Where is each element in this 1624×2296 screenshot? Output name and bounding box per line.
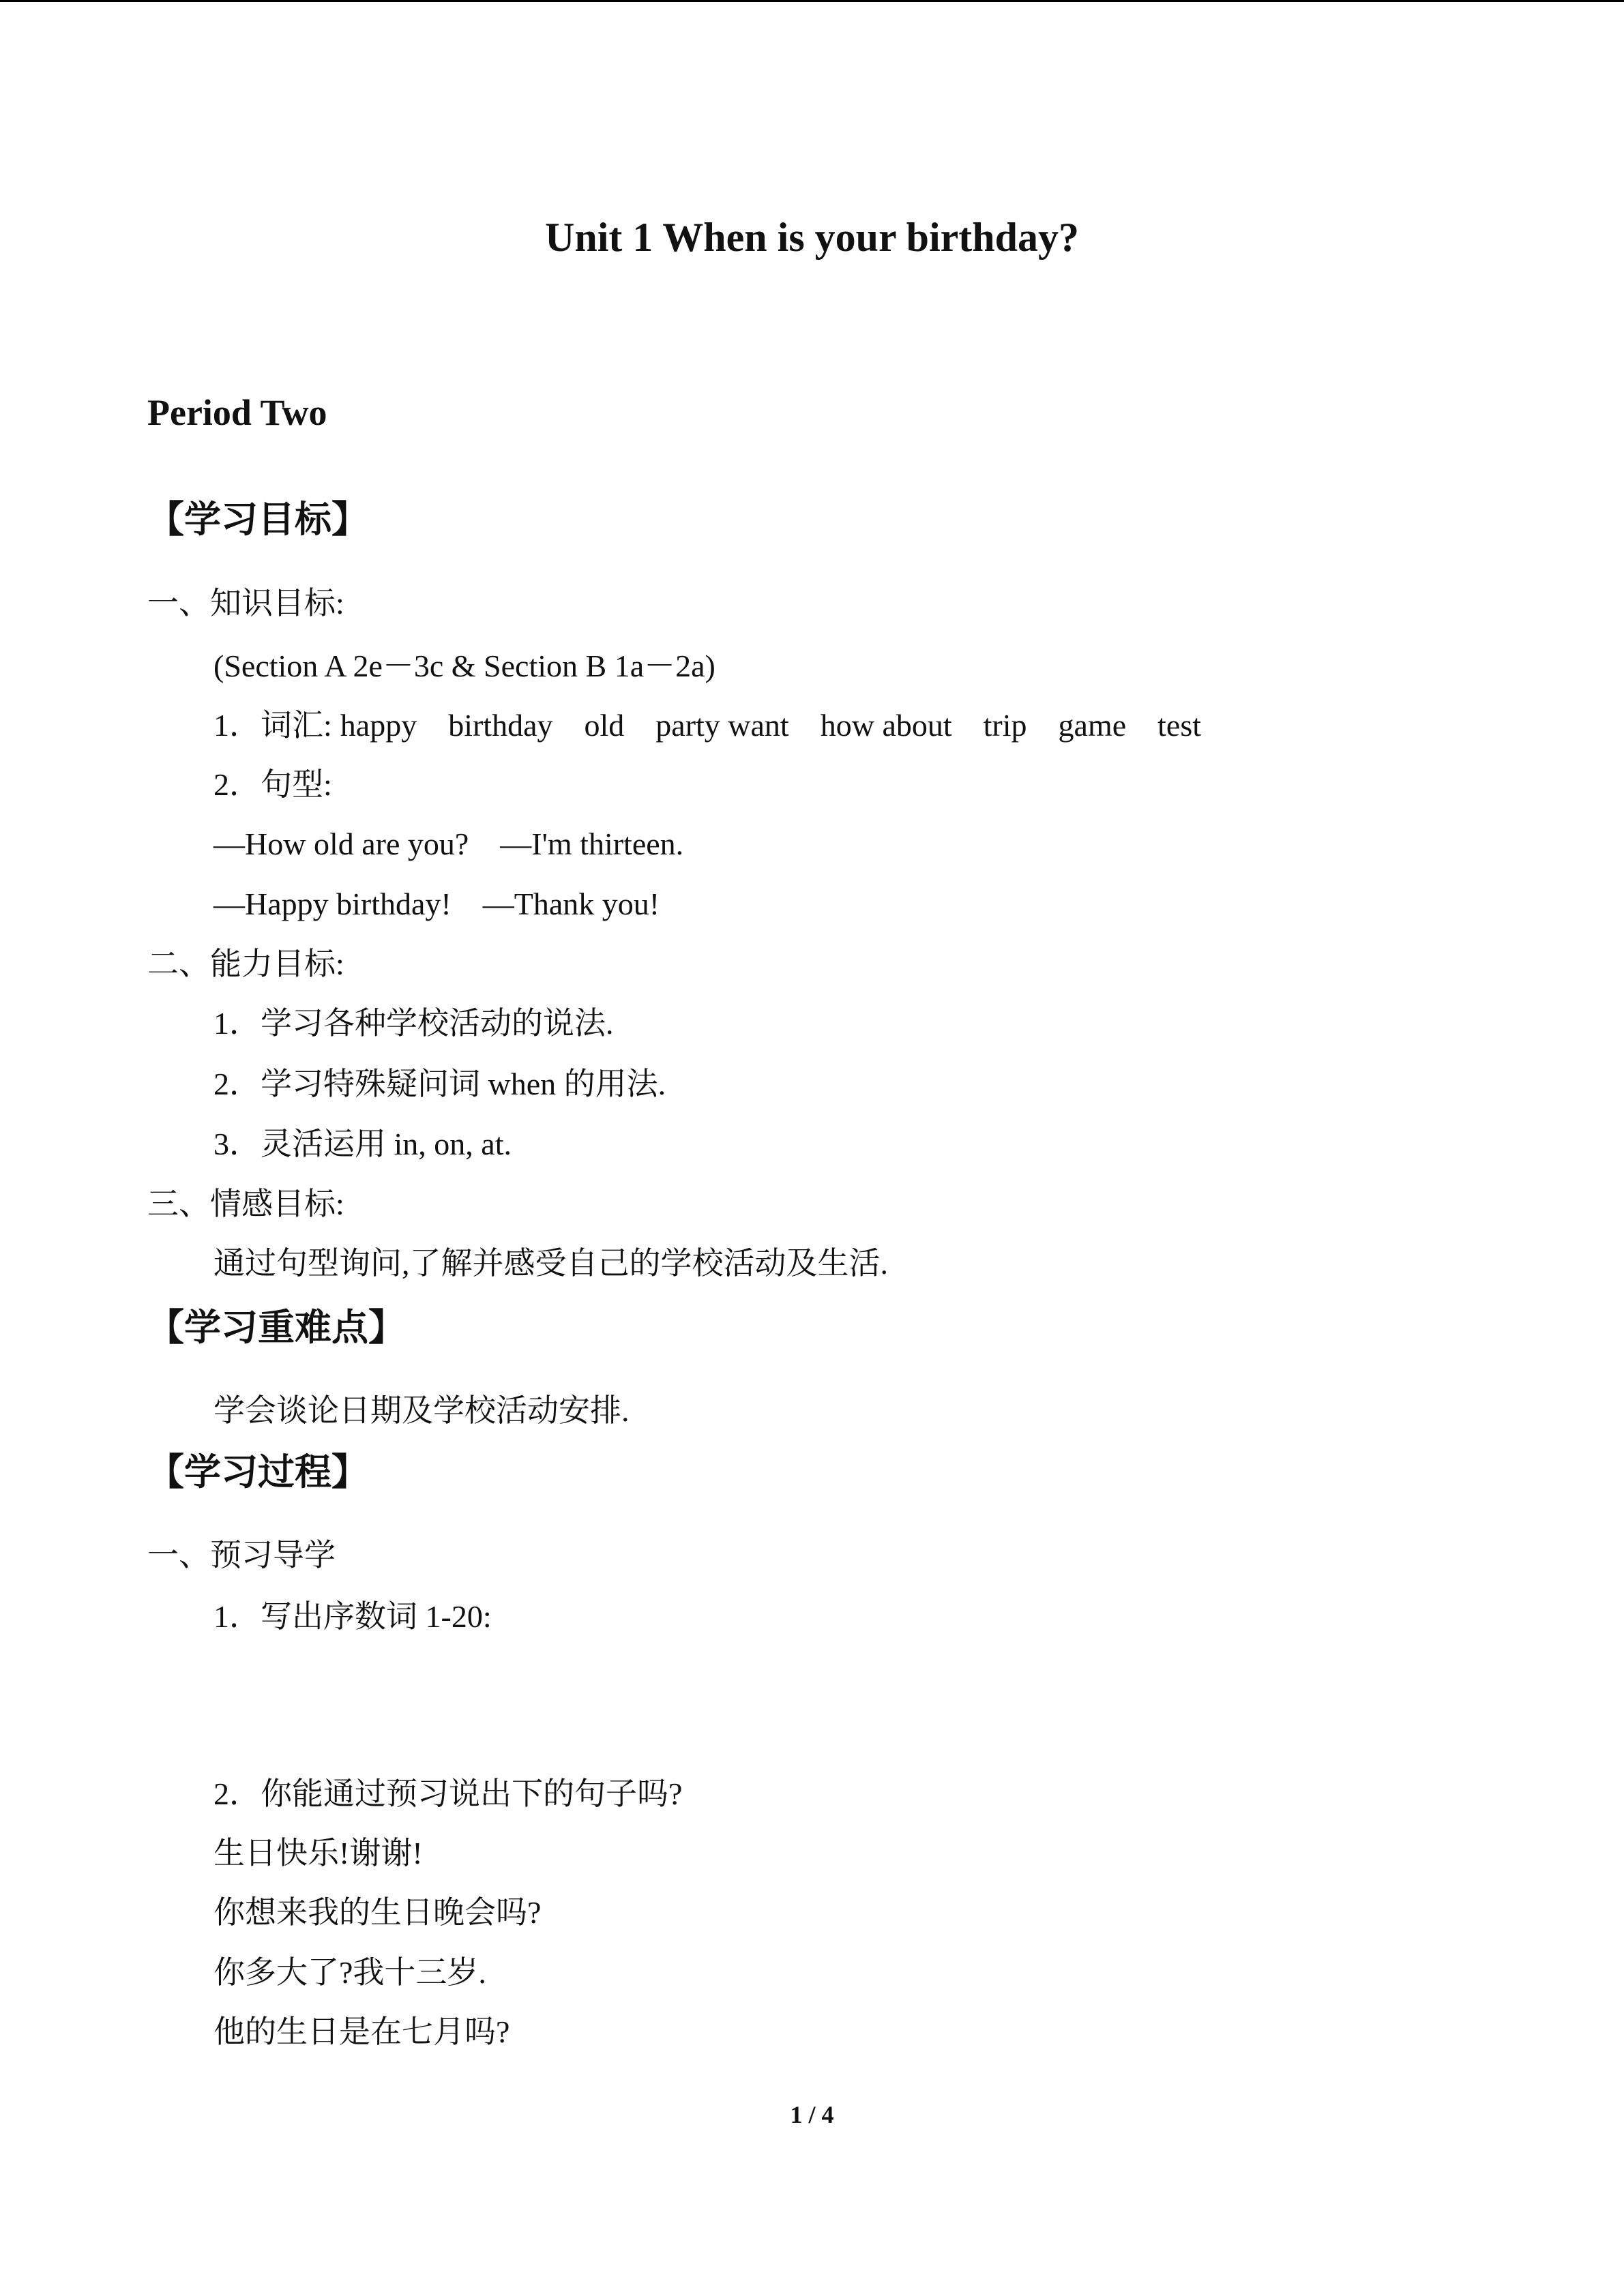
top-border-line xyxy=(0,0,1624,2)
vocabulary-label: 1．词汇: xyxy=(213,708,332,743)
preview-sentence: 他的生日是在七月吗? xyxy=(213,2014,510,2049)
ability-item-2: 2．学习特殊疑问词 when 的用法. xyxy=(213,1067,666,1101)
ability-item-1: 1．学习各种学校活动的说法. xyxy=(213,1006,614,1041)
objectives-heading: 【学习目标】 xyxy=(147,498,368,541)
key-points-text: 学会谈论日期及学校活动安排. xyxy=(213,1393,630,1428)
vocab-word: test xyxy=(1157,708,1202,743)
task-1: 1．写出序数词 1-20: xyxy=(213,1599,492,1634)
preview-guide-label: 一、预习导学 xyxy=(147,1538,336,1572)
vocab-word: game xyxy=(1058,708,1127,743)
vocab-word: old xyxy=(584,708,625,743)
ability-item-3: 3．灵活运用 in, on, at. xyxy=(213,1127,512,1161)
process-heading: 【学习过程】 xyxy=(147,1450,368,1493)
vocab-word: trip xyxy=(983,708,1027,743)
vocab-word: how about xyxy=(820,708,952,743)
preview-sentence: 生日快乐!谢谢! xyxy=(213,1836,423,1870)
sentence-pattern-1: —How old are you? —I'm thirteen. xyxy=(213,826,684,861)
page-number: 1 / 4 xyxy=(790,2101,834,2128)
sentence-pattern-2: —Happy birthday! —Thank you! xyxy=(213,886,660,921)
knowledge-objectives-label: 一、知识目标: xyxy=(147,586,344,621)
preview-sentence: 你多大了?我十三岁. xyxy=(213,1955,486,1990)
vocab-word: birthday xyxy=(448,708,553,743)
section-scope: (Section A 2e－3c & Section B 1a－2a) xyxy=(213,648,715,683)
vocab-word: happy xyxy=(340,708,417,743)
vocab-word: party want xyxy=(655,708,789,743)
emotion-objectives-label: 三、情感目标: xyxy=(147,1187,344,1221)
document-title: Unit 1 When is your birthday? xyxy=(545,215,1079,260)
sentence-patterns-label: 2．句型: xyxy=(213,767,332,802)
vocabulary-line xyxy=(213,710,1232,741)
key-points-heading: 【学习重难点】 xyxy=(147,1306,405,1349)
period-heading: Period Two xyxy=(147,392,327,433)
preview-sentence: 你想来我的生日晚会吗? xyxy=(213,1895,542,1930)
ability-objectives-label: 二、能力目标: xyxy=(147,946,344,981)
emotion-objective-text: 通过句型询问,了解并感受自己的学校活动及生活. xyxy=(213,1246,888,1281)
task-2: 2．你能通过预习说出下的句子吗? xyxy=(213,1776,683,1811)
